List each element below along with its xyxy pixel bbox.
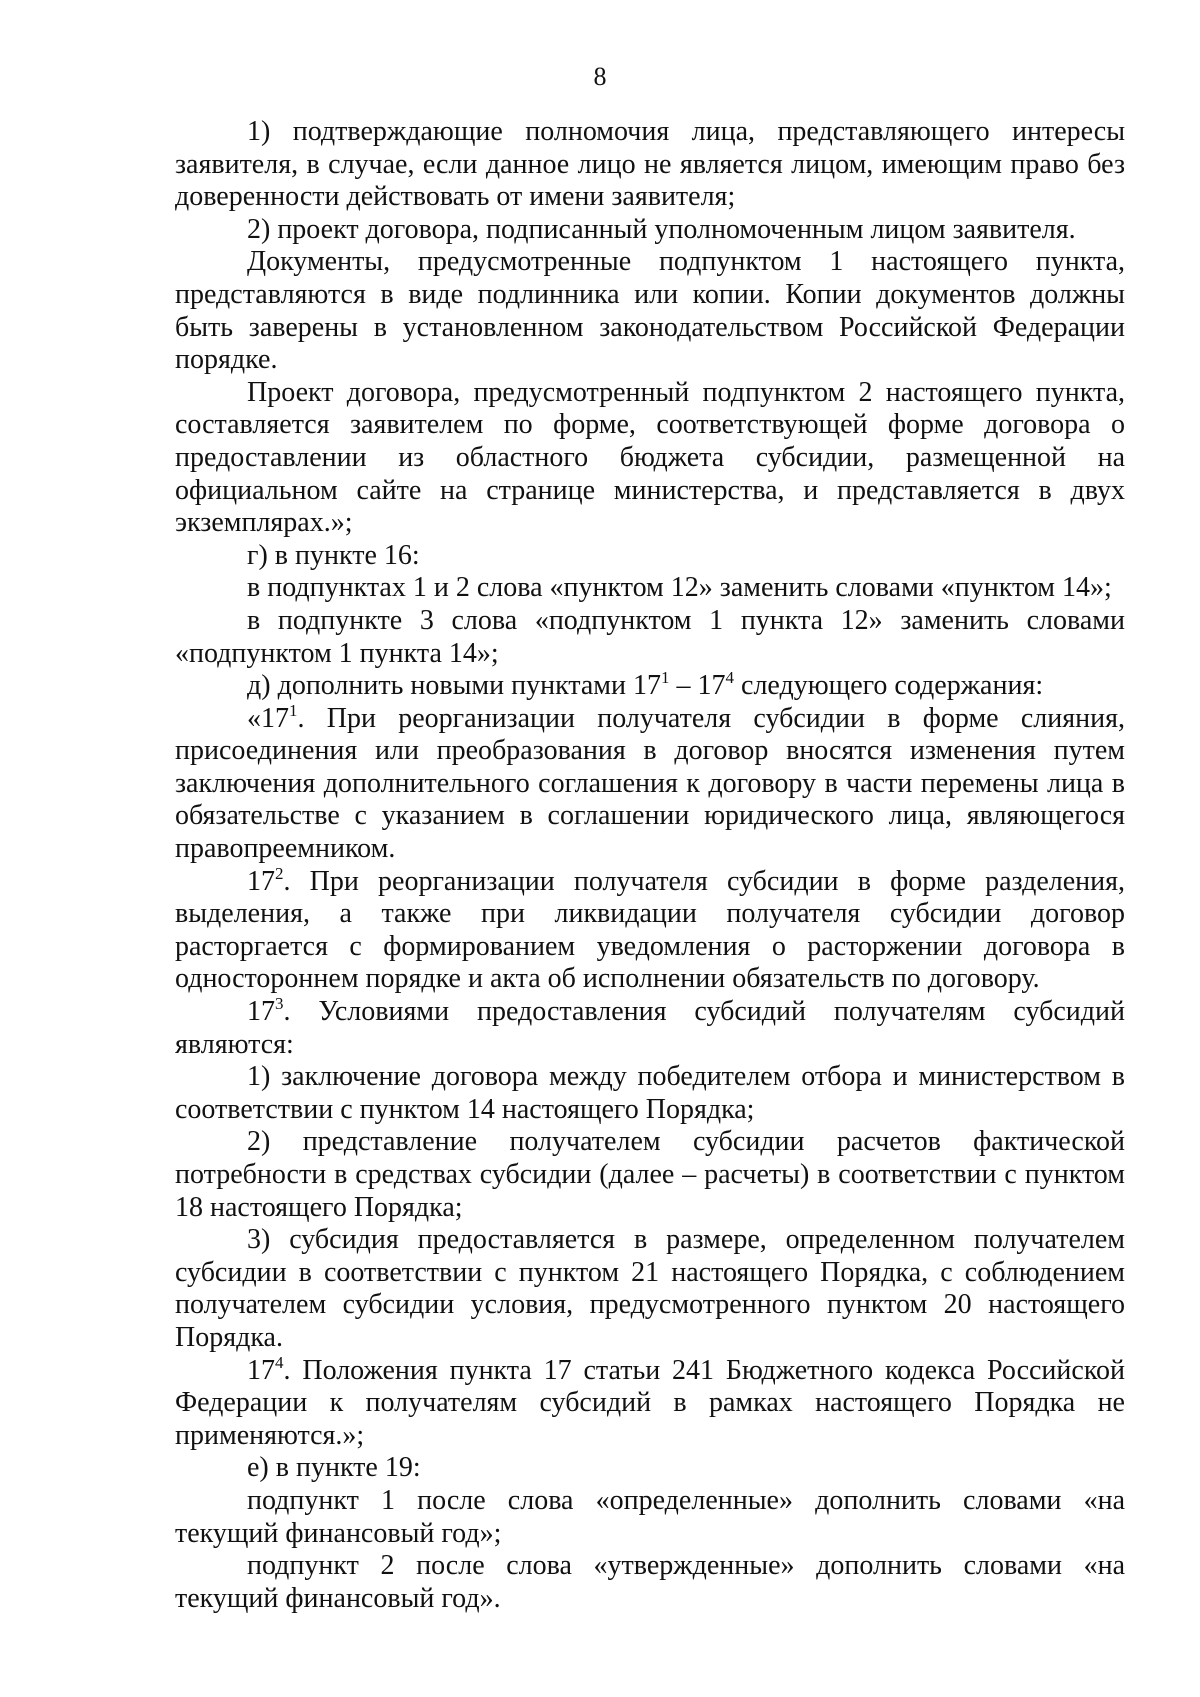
paragraph: в подпунктах 1 и 2 слова «пунктом 12» заменить словами «пунктом 14»; (247, 572, 1112, 604)
paragraph: Документы, предусмотренные подпунктом 1 настоящего пункта, представляются в виде подлинника или копии. Копии документов должны быть заверены в установленном законодательством Российской Федерации порядке. (175, 246, 1125, 376)
condition-item: 3) субсидия предоставляется в размере, определенном получателем субсидии в соответствии с пунктом 21 настоящего Порядка, с соблюдением получателем субсидии условия, предусмотренного пунктом 20 настоящего Порядка. (175, 1224, 1125, 1353)
paragraph-point-17-3 (175, 996, 1125, 1061)
superscript: 3 (275, 994, 284, 1014)
paragraph: Проект договора, предусмотренный подпунктом 2 настоящего пункта, составляется заявителем по форме, соответствующей форме договора о предоставлении из областного бюджета субсидии, размещенной на официальном сайте на странице министерства, и представляется в двух экземплярах.»; (175, 376, 1125, 539)
text-run: следующего содержания: (734, 670, 1044, 702)
document-body (175, 116, 1125, 1615)
text-run: 17 (247, 865, 275, 897)
paragraph: в подпункте 3 слова «подпунктом 1 пункта 12» заменить словами «подпунктом 1 пункта 14»; (175, 604, 1125, 669)
paragraph: е) в пункте 19: (247, 1452, 421, 1484)
text-run: . При реорганизации получателя субсидии в форме разделения, выделения, а также при ликвидации получателя субсидии договор расторгается с формированием уведомления о расторжении договора в одностороннем порядке и акта об исполнении обязательств по договору. (175, 865, 1125, 995)
superscript: 4 (275, 1352, 284, 1372)
text-run: «17 (247, 702, 289, 734)
text-run: . Условиями предоставления субсидий получателям субсидий являются: (175, 996, 1125, 1060)
superscript: 1 (289, 700, 298, 720)
text-run: 17 (247, 1354, 275, 1386)
text-run: – 17 (669, 670, 726, 702)
paragraph: подпункт 2 после слова «утвержденные» дополнить словами «на текущий финансовый год». (175, 1550, 1125, 1614)
paragraph-point-17-4 (175, 1352, 1125, 1453)
paragraph: 2) проект договора, подписанный уполномоченным лицом заявителя. (247, 213, 1076, 245)
text-run: д) дополнить новыми пунктами 17 (247, 670, 662, 702)
superscript: 2 (275, 863, 284, 883)
condition-item: 1) заключение договора между победителем отбора и министерством в соответствии с пунктом 14 настоящего Порядка; (175, 1061, 1125, 1125)
paragraph: г) в пункте 16: (247, 539, 420, 571)
text-run: 17 (247, 996, 275, 1028)
paragraph-point-17-1 (175, 700, 1125, 866)
paragraph: подпункт 1 после слова «определенные» дополнить словами «на текущий финансовый год»; (175, 1484, 1125, 1549)
condition-item: 2) представление получателем субсидии расчетов фактической потребности в средствах субсидии (далее – расчеты) в соответствии с пунктом 18 настоящего Порядка; (175, 1126, 1125, 1223)
text-run: . Положения пункта 17 статьи 241 Бюджетного кодекса Российской Федерации к получателям субсидий в рамках настоящего Порядка не применяются.»; (175, 1354, 1125, 1451)
paragraph-add-points (175, 670, 1125, 703)
paragraph-point-17-2 (175, 863, 1125, 996)
page-number: 8 (593, 62, 607, 91)
text-run: . При реорганизации получателя субсидии в форме слияния, присоединения или преобразования в договор вносятся изменения путем заключения дополнительного соглашения к договору в части перемены лица в обязательстве с указанием в соглашении юридического лица, являющегося правопреемником. (175, 702, 1125, 865)
paragraph: 1) подтверждающие полномочия лица, представляющего интересы заявителя, в случае, если данное лицо не является лицом, имеющим право без доверенности действовать от имени заявителя; (175, 116, 1125, 213)
superscript: 1 (661, 668, 670, 688)
superscript: 4 (725, 668, 735, 688)
